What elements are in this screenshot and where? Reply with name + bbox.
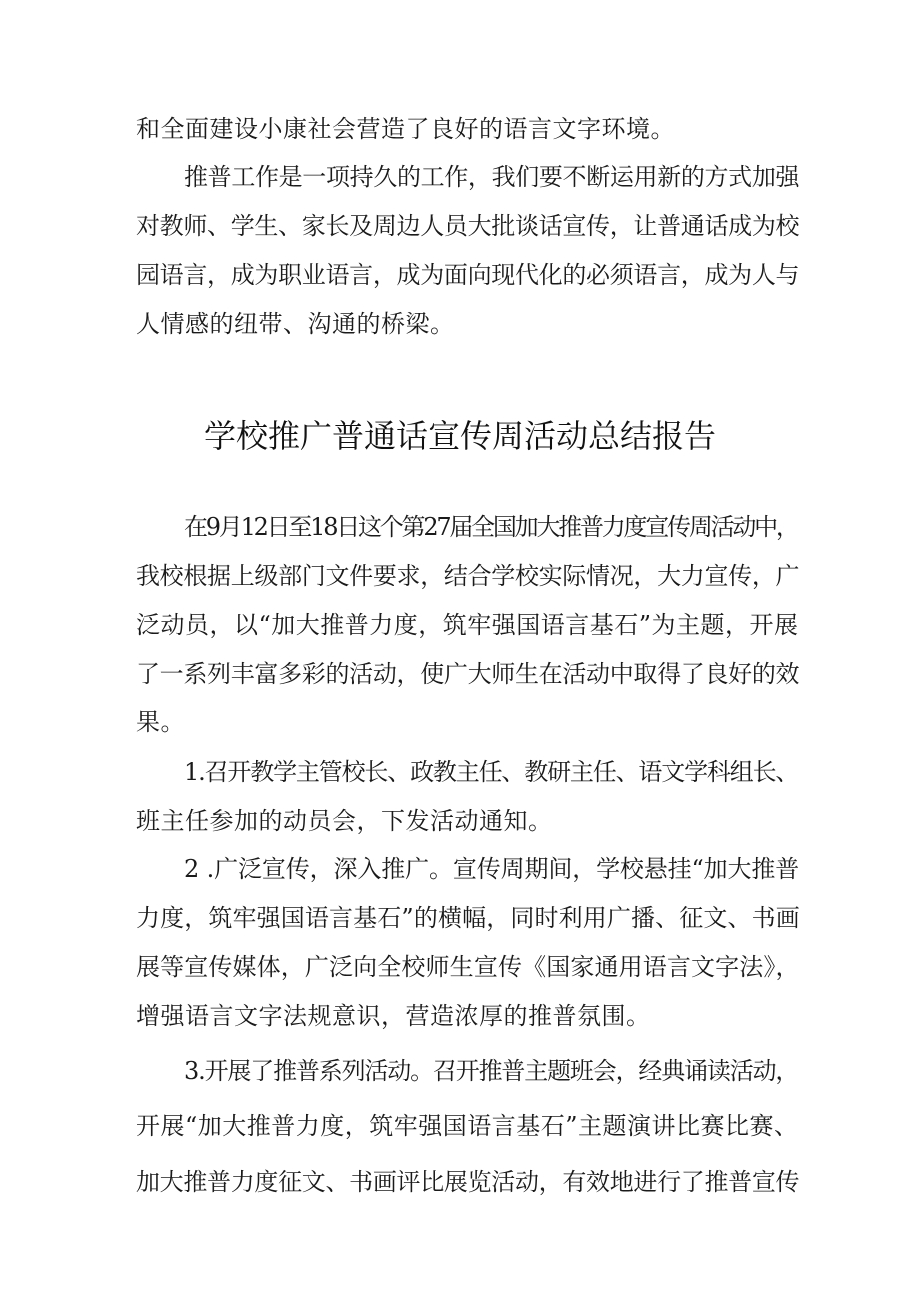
item1-line-1: 1.召开教学主管校长、政教主任、教研主任、语文学科组长、 <box>184 758 799 786</box>
item1-line-2: 班主任参加的动员会，下发活动通知。 <box>136 807 553 835</box>
para1-line-2: 我校根据上级部门文件要求，结合学校实际情况，大力宣传，广 <box>136 562 800 590</box>
item2-line-4: 增强语言文字法规意识，营造浓厚的推普氛围。 <box>136 1002 651 1030</box>
item2-line-1: 2 .广泛宣传，深入推广。宣传周期间，学校悬挂“加大推普 <box>184 855 800 883</box>
intro-line-3: 对教师、学生、家长及周边人员大批谈话宣传，让普通话成为校 <box>136 212 800 240</box>
item3-line-2: 开展“加大推普力度，筑牢强国语言基石”主题演讲比赛比赛、 <box>136 1112 799 1140</box>
item3-line-1: 3.开展了推普系列活动。召开推普主题班会，经典诵读活动， <box>184 1057 799 1085</box>
intro-line-5: 人情感的纽带、沟通的桥梁。 <box>136 310 455 338</box>
item2-line-3: 展等宣传媒体，广泛向全校师生宣传《国家通用语言文字法》， <box>136 953 800 981</box>
para1-line-3: 泛动员，以“加大推普力度，筑牢强国语言基石”为主题，开展 <box>136 611 799 639</box>
intro-line-4: 园语言，成为职业语言，成为面向现代化的必须语言，成为人与 <box>136 261 800 289</box>
para1-line-4: 了一系列丰富多彩的活动，使广大师生在活动中取得了良好的效 <box>136 660 800 688</box>
item3-line-3: 加大推普力度征文、书画评比展览活动，有效地进行了推普宣传 <box>136 1168 800 1196</box>
intro-line-1: 和全面建设小康社会营造了良好的语言文字环境。 <box>136 115 675 143</box>
page-title: 学校推广普通话宣传周活动总结报告 <box>203 417 716 455</box>
para1-line-5: 果。 <box>136 708 185 736</box>
para1-line-1: 在9月12日至18日这个第27届全国加大推普力度宣传周活动中， <box>184 513 798 541</box>
intro-line-2: 推普工作是一项持久的工作，我们要不断运用新的方式加强 <box>184 163 800 191</box>
item2-line-2: 力度，筑牢强国语言基石”的横幅，同时利用广播、征文、书画 <box>136 904 800 932</box>
